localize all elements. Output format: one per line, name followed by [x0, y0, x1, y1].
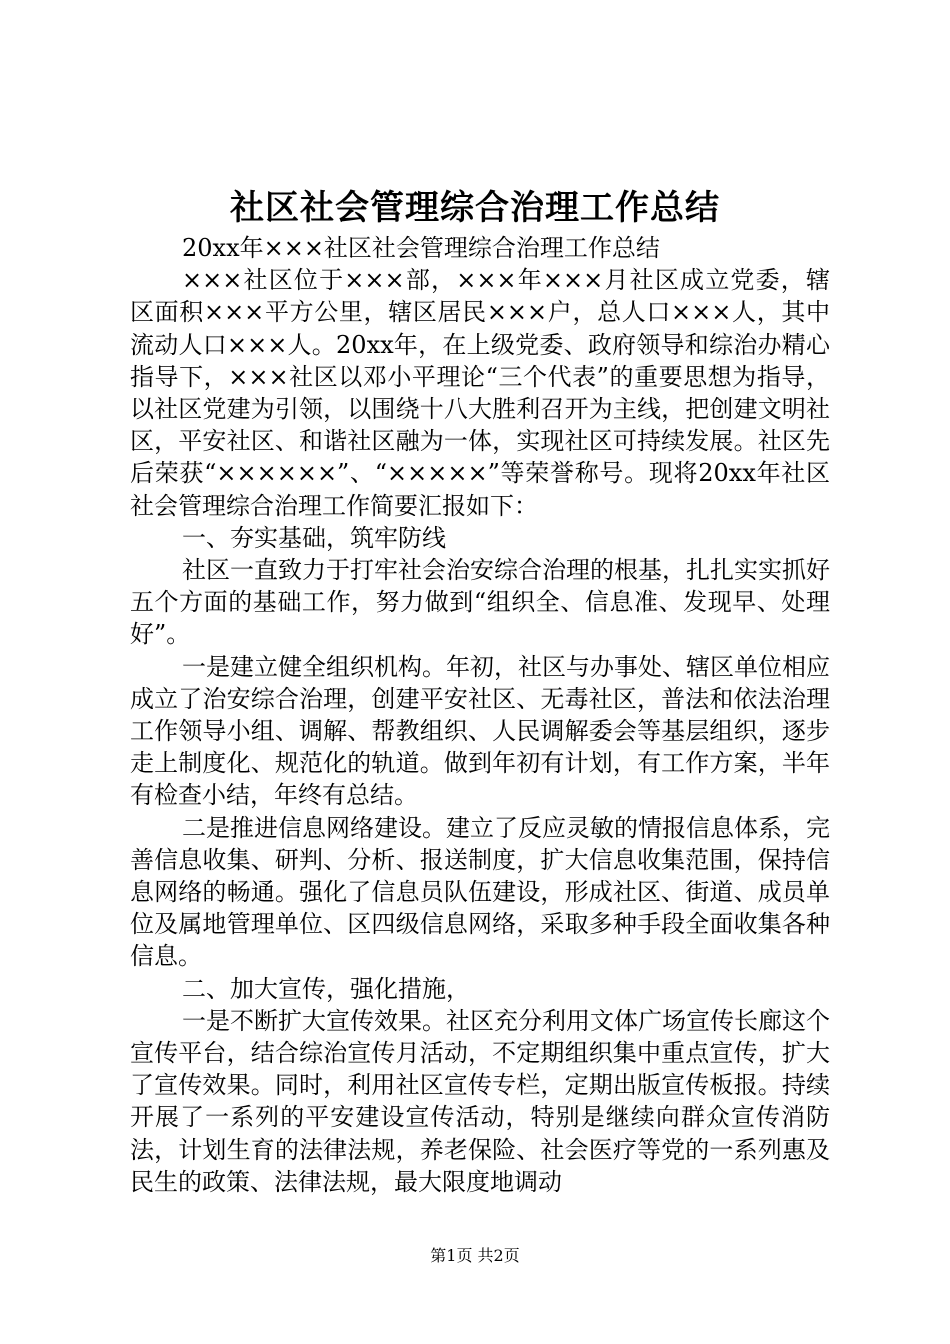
page-number-footer: 第1页 共2页 [430, 1246, 520, 1265]
document-body [130, 232, 830, 1198]
paragraph-information-network: 二是推进信息网络建设。建立了反应灵敏的情报信息体系，完善信息收集、研判、分析、报送制度，扩大信息收集范围，保持信息网络的畅通。强化了信息员队伍建设，形成社区、街道、成员单位及属地管理单位、区四级信息网络，采取多种手段全面收集各种信息。 [130, 813, 830, 971]
paragraph-publicity: 一是不断扩大宣传效果。社区充分利用文体广场宣传长廊这个宣传平台，结合综治宣传月活动，不定期组织集中重点宣传，扩大了宣传效果。同时，利用社区宣传专栏，定期出版宣传板报。持续开展了一系列的平安建设宣传活动，特别是继续向群众宣传消防法，计划生育的法律法规，养老保险、社会医疗等党的一系列惠及民生的政策、法律法规，最大限度地调动 [130, 1006, 830, 1196]
paragraph-subtitle: 20xx年×××社区社会管理综合治理工作总结 [182, 234, 660, 262]
document-title: 社区社会管理综合治理工作总结 [230, 188, 720, 228]
section-heading-1: 一、夯实基础，筑牢防线 [182, 523, 446, 552]
section-heading-2: 二、加大宣传，强化措施， [182, 974, 470, 1003]
paragraph-intro: ×××社区位于×××部，×××年×××月社区成立党委，辖区面积×××平方公里，辖区居民×××户，总人口×××人，其中流动人口×××人。20xx年，在上级党委、政府领导和综治办精心指导下，×××社区以邓小平理论“三个代表”的重要思想为指导，以社区党建为引领，以围绕十八大胜利召开为主线，把创建文明社区，平安社区、和谐社区融为一体，实现社区可持续发展。社区先后荣获“××××××”、“×××××”等荣誉称号。现将20xx年社区社会管理综合治理工作简要汇报如下： [130, 266, 830, 520]
paragraph-organization: 一是建立健全组织机构。年初，社区与办事处、辖区单位相应成立了治安综合治理，创建平安社区、无毒社区，普法和依法治理工作领导小组、调解、帮教组织、人民调解委会等基层组织，逐步走上制度化、规范化的轨道。做到年初有计划，有工作方案，半年有检查小结，年终有总结。 [130, 652, 830, 810]
paragraph-section-1-intro: 社区一直致力于打牢社会治安综合治理的根基，扎扎实实抓好五个方面的基础工作，努力做到“组织全、信息准、发现早、处理好”。 [130, 556, 830, 649]
